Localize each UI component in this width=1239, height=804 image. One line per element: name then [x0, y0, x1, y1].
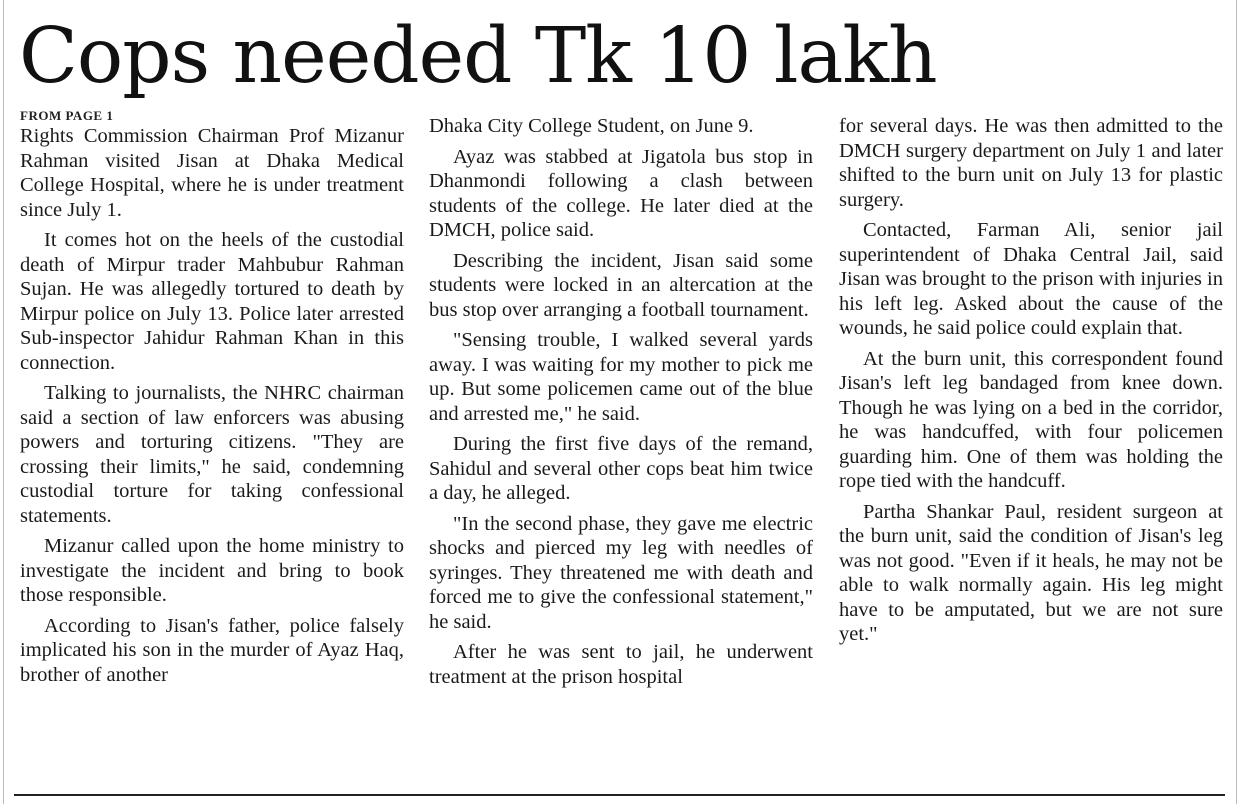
paragraph: for several days. He was then admitted to the DMCH surgery department on July 1 and later shifted to the burn unit on July 13 for plastic surgery. [839, 115, 1223, 211]
paragraph: Partha Shankar Paul, resident surgeon at the burn unit, said the condition of Jisan's leg was not good. "Even if it heals, he may not be able to walk normally again. His leg might have to be amputated, but we are not sure yet." [839, 500, 1223, 645]
headline: Cops needed Tk 10 lakh [19, 12, 937, 101]
paragraph: It comes hot on the heels of the custodial death of Mirpur trader Mahbubur Rahman Sujan. He was allegedly tortured to death by Mirpur police on July 13. Police later arrested Sub-inspector Jahidur Rahman Khan in this connection. [20, 229, 404, 374]
left-border-rule [3, 0, 4, 804]
paragraph: Rights Commission Chairman Prof Mizanur Rahman visited Jisan at Dhaka Medical College Hospital, where he is under treatment since July 1. [20, 125, 404, 221]
paragraph: Describing the incident, Jisan said some students were locked in an altercation at the bus stop over arranging a football tournament. [429, 249, 813, 321]
paragraph: Contacted, Farman Ali, senior jail superintendent of Dhaka Central Jail, said Jisan was brought to the prison with injuries in his left leg. Asked about the cause of the wounds, he said police could explain that. [839, 219, 1223, 339]
paragraph: Dhaka City College Student, on June 9. [429, 115, 754, 137]
paragraph: Ayaz was stabbed at Jigatola bus stop in Dhanmondi following a clash between students of the college. He later died at the DMCH, police said. [429, 145, 813, 241]
article-column-2 [429, 114, 813, 695]
right-border-rule [1236, 0, 1237, 804]
article-column-3 [839, 114, 1223, 653]
paragraph: According to Jisan's father, police falsely implicated his son in the murder of Ayaz Haq, brother of another [20, 614, 404, 686]
article-column-1 [20, 108, 404, 693]
paragraph: During the first five days of the remand, Sahidul and several other cops beat him twice a day, he alleged. [429, 433, 813, 504]
kicker-from-page: FROM PAGE 1 [20, 108, 114, 123]
paragraph: Mizanur called upon the home ministry to investigate the incident and bring to book those responsible. [20, 535, 404, 606]
bottom-rule [14, 794, 1225, 796]
paragraph: At the burn unit, this correspondent found Jisan's left leg bandaged from knee down. Though he was lying on a bed in the corridor, he was handcuffed, with four policemen guarding him. One of them was holding the rope tied with the handcuff. [839, 347, 1223, 492]
paragraph: After he was sent to jail, he underwent treatment at the prison hospital [429, 641, 813, 688]
paragraph: "In the second phase, they gave me electric shocks and pierced my leg with needles of syringes. They threatened me with death and forced me to give the confessional statement," he said. [429, 512, 813, 633]
paragraph: Talking to journalists, the NHRC chairman said a section of law enforcers was abusing powers and torturing citizens. "They are crossing their limits," he said, condemning custodial torture for taking confessional statements. [20, 382, 404, 527]
paragraph: "Sensing trouble, I walked several yards away. I was waiting for my mother to pick me up. But some policemen came out of the blue and arrested me," he said. [429, 329, 813, 425]
